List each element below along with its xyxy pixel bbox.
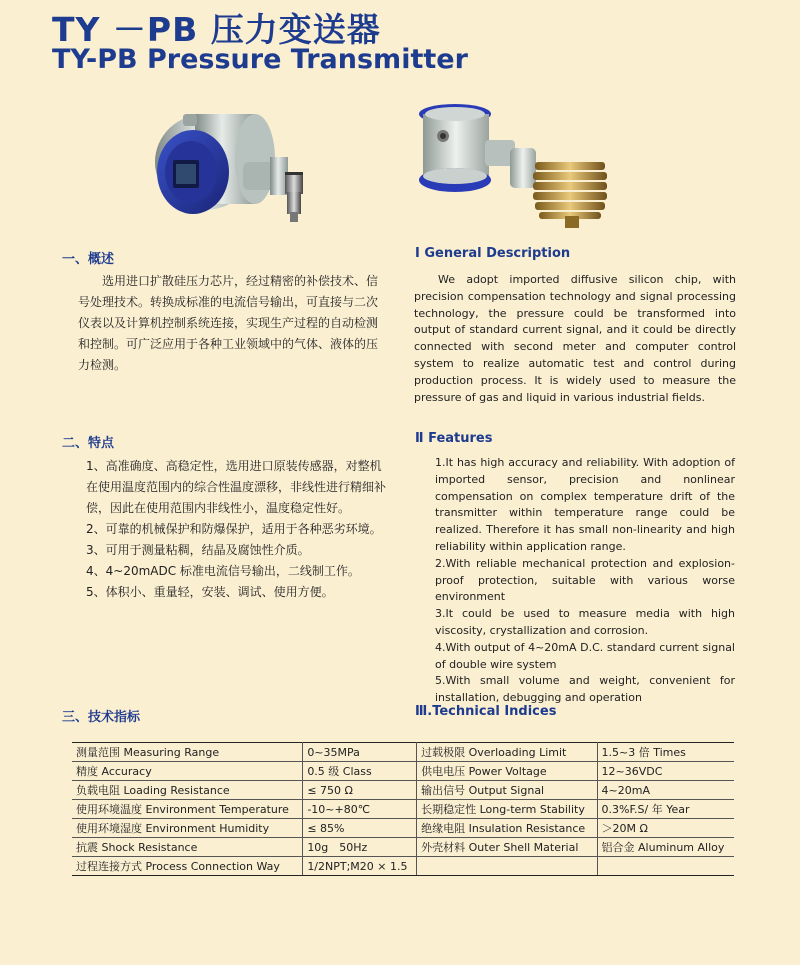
section-technical-heading-en: Ⅲ.Technical Indices xyxy=(415,704,557,719)
table-cell: 抗震 Shock Resistance xyxy=(72,838,303,857)
table-cell: 0.5 级 Class xyxy=(303,762,417,781)
table-cell: 长期稳定性 Long-term Stability xyxy=(417,800,597,819)
table-cell: 1.5~3 倍 Times xyxy=(597,743,734,762)
table-cell: 供电电压 Power Voltage xyxy=(417,762,597,781)
feature-item-en: 4.With output of 4~20mA D.C. standard current signal of double wire system xyxy=(435,640,735,671)
table-cell: 1/2NPT;M20 × 1.5 xyxy=(303,857,417,876)
feature-item-en: 5.With small volume and weight, convenient for installation, debugging and operation xyxy=(435,674,735,705)
table-row xyxy=(72,781,734,800)
general-description-cn xyxy=(78,271,388,376)
general-description-en xyxy=(414,272,736,406)
section-general-heading-cn: 一、概述 xyxy=(62,252,115,267)
table-row xyxy=(72,819,734,838)
table-cell xyxy=(417,857,597,876)
section-features-heading-en: Ⅱ Features xyxy=(415,431,493,446)
table-cell: 铝合金 Aluminum Alloy xyxy=(597,838,734,857)
table-cell: ≤ 750 Ω xyxy=(303,781,417,800)
table-cell: 12~36VDC xyxy=(597,762,734,781)
feature-item-cn: 4、4~20mADC 标准电流信号输出，二线制工作。 xyxy=(86,564,360,578)
table-cell: 绝缘电阻 Insulation Resistance xyxy=(417,819,597,838)
features-list-en xyxy=(435,455,735,707)
table-cell: 使用环境温度 Environment Temperature xyxy=(72,800,303,819)
table-row xyxy=(72,800,734,819)
table-cell: 0~35MPa xyxy=(303,743,417,762)
table-row xyxy=(72,857,734,876)
table-row xyxy=(72,762,734,781)
transmitter-photo-blue-cap-hex-fitting xyxy=(145,102,330,227)
table-row xyxy=(72,838,734,857)
table-cell: 负载电阻 Loading Resistance xyxy=(72,781,303,800)
page-title-english: TY-PB Pressure Transmitter xyxy=(52,44,468,75)
section-technical-heading-cn: 三、技术指标 xyxy=(62,710,141,725)
general-body-cn: 选用进口扩散硅压力芯片，经过精密的补偿技术、信号处理技术。转换成标准的电流信号输出，可直接与二次仪表以及计算机控制系统连接，实现生产过程的自动检测和控制。可广泛应用于各种工业领域中的气体、液体的压力检测。 xyxy=(78,274,379,372)
table-cell xyxy=(597,857,734,876)
table-cell: 过程连接方式 Process Connection Way xyxy=(72,857,303,876)
feature-item-en: 1.It has high accuracy and reliability. With adoption of imported sensor, precision and nonlinear compensation on complex temperature drift of the transmitter within temperature range could be realized. Therefore it has small non-linearity and high reliability within application range. xyxy=(435,456,735,553)
feature-item-cn: 2、可靠的机械保护和防爆保护，适用于各种恶劣环境。 xyxy=(86,522,382,536)
table-cell: 10g 50Hz xyxy=(303,838,417,857)
table-cell: 过载极限 Overloading Limit xyxy=(417,743,597,762)
table-cell: 外壳材料 Outer Shell Material xyxy=(417,838,597,857)
feature-item-cn: 1、高准确度、高稳定性，选用进口原装传感器，对整机在使用温度范围内的综合性温度漂移，非线性进行精细补偿，因此在使用范围内非线性小，温度稳定性好。 xyxy=(86,459,387,515)
feature-item-en: 2.With reliable mechanical protection and explosion-proof protection, suitable with various worse environment xyxy=(435,556,735,604)
table-cell: 0.3%F.S/ 年 Year xyxy=(597,800,734,819)
table-cell: 精度 Accuracy xyxy=(72,762,303,781)
feature-item-cn: 3、可用于测量粘稠，结晶及腐蚀性介质。 xyxy=(86,543,310,557)
page-title-chinese: TY －PB 压力变送器 xyxy=(52,10,381,49)
table-cell: 4~20mA xyxy=(597,781,734,800)
section-features-heading-cn: 二、特点 xyxy=(62,436,115,451)
table-cell: 测量范围 Measuring Range xyxy=(72,743,303,762)
features-list-cn xyxy=(86,456,386,603)
transmitter-photo-with-heat-sink xyxy=(415,100,625,230)
section-general-heading-en: Ⅰ General Description xyxy=(415,246,571,261)
table-cell: -10~+80℃ xyxy=(303,800,417,819)
table-cell: 输出信号 Output Signal xyxy=(417,781,597,800)
table-cell: ≤ 85% xyxy=(303,819,417,838)
table-row xyxy=(72,743,734,762)
general-body-en: We adopt imported diffusive silicon chip, with precision compensation technology and signal processing technology, the pressure could be transformed into output of standard current signal, and it could be directly connected with second meter and computer control system to realize automatic test and control during production process. It is widely used to measure the pressure of gas and liquid in various industrial fields. xyxy=(414,273,736,404)
feature-item-en: 3.It could be used to measure media with high viscosity, crystallization and corrosion. xyxy=(435,607,735,637)
feature-item-cn: 5、体积小、重量轻，安装、调试、使用方便。 xyxy=(86,585,334,599)
table-cell: 使用环境湿度 Environment Humidity xyxy=(72,819,303,838)
table-cell: ＞20M Ω xyxy=(597,819,734,838)
technical-indices-table xyxy=(72,742,734,876)
